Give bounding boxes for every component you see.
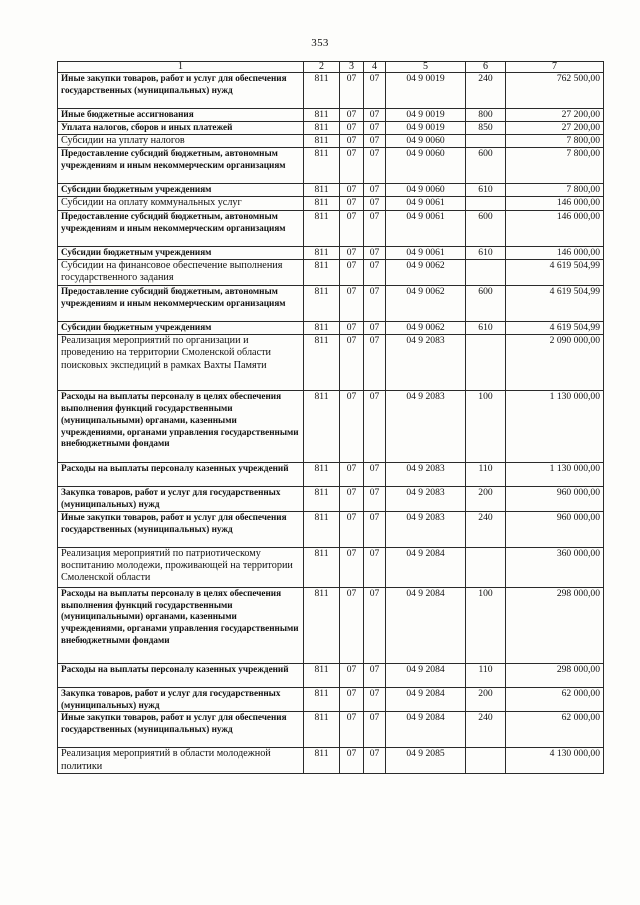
amount-cell: 1 130 000,00 — [506, 390, 604, 462]
ministry-code-cell: 811 — [304, 197, 340, 210]
expense-type-cell: 240 — [466, 73, 506, 109]
column-header: 2 — [304, 62, 340, 73]
amount-cell: 4 619 504,99 — [506, 259, 604, 285]
target-article-cell: 04 9 0061 — [386, 210, 466, 246]
amount-cell: 146 000,00 — [506, 210, 604, 246]
expense-type-cell: 610 — [466, 246, 506, 259]
subsection-code-cell: 07 — [364, 148, 386, 184]
amount-cell: 146 000,00 — [506, 197, 604, 210]
target-article-cell: 04 9 2084 — [386, 687, 466, 712]
expense-type-cell: 850 — [466, 122, 506, 135]
table-row — [58, 486, 604, 511]
subsection-code-cell: 07 — [364, 587, 386, 663]
row-name-cell: Субсидии на финансовое обеспечение выполнения государственного задания — [58, 259, 304, 285]
section-code-cell: 07 — [340, 259, 364, 285]
expense-type-cell: 240 — [466, 511, 506, 547]
row-name-cell: Субсидии бюджетным учреждениям — [58, 321, 304, 334]
subsection-code-cell: 07 — [364, 135, 386, 148]
ministry-code-cell: 811 — [304, 210, 340, 246]
table-row — [58, 246, 604, 259]
table-row — [58, 712, 604, 748]
expense-type-cell — [466, 748, 506, 774]
table-row — [58, 197, 604, 210]
subsection-code-cell: 07 — [364, 184, 386, 197]
target-article-cell: 04 9 0060 — [386, 148, 466, 184]
section-code-cell: 07 — [340, 390, 364, 462]
expense-type-cell: 110 — [466, 663, 506, 687]
expense-type-cell: 610 — [466, 184, 506, 197]
subsection-code-cell: 07 — [364, 73, 386, 109]
section-code-cell: 07 — [340, 148, 364, 184]
ministry-code-cell: 811 — [304, 462, 340, 486]
expense-type-cell: 240 — [466, 712, 506, 748]
section-code-cell: 07 — [340, 135, 364, 148]
table-row — [58, 321, 604, 334]
ministry-code-cell: 811 — [304, 511, 340, 547]
section-code-cell: 07 — [340, 210, 364, 246]
row-name-cell: Иные закупки товаров, работ и услуг для обеспечения государственных (муниципальных) нужд — [58, 73, 304, 109]
row-name-cell: Реализация мероприятий в области молодежной политики — [58, 748, 304, 774]
table-row — [58, 663, 604, 687]
row-name-cell: Иные закупки товаров, работ и услуг для обеспечения государственных (муниципальных) нужд — [58, 511, 304, 547]
row-name-cell: Предоставление субсидий бюджетным, автономным учреждениям и иным некоммерческим организациям — [58, 210, 304, 246]
ministry-code-cell: 811 — [304, 486, 340, 511]
expense-type-cell: 600 — [466, 210, 506, 246]
table-row — [58, 390, 604, 462]
amount-cell: 7 800,00 — [506, 184, 604, 197]
expense-type-cell: 100 — [466, 390, 506, 462]
section-code-cell: 07 — [340, 109, 364, 122]
subsection-code-cell: 07 — [364, 197, 386, 210]
section-code-cell: 07 — [340, 511, 364, 547]
row-name-cell: Иные закупки товаров, работ и услуг для обеспечения государственных (муниципальных) нужд — [58, 712, 304, 748]
target-article-cell: 04 9 0062 — [386, 321, 466, 334]
amount-cell: 4 130 000,00 — [506, 748, 604, 774]
expense-type-cell — [466, 547, 506, 587]
section-code-cell: 07 — [340, 462, 364, 486]
expense-type-cell: 610 — [466, 321, 506, 334]
target-article-cell: 04 9 2083 — [386, 390, 466, 462]
expense-type-cell: 200 — [466, 687, 506, 712]
section-code-cell: 07 — [340, 321, 364, 334]
subsection-code-cell: 07 — [364, 547, 386, 587]
ministry-code-cell: 811 — [304, 259, 340, 285]
section-code-cell: 07 — [340, 663, 364, 687]
section-code-cell: 07 — [340, 587, 364, 663]
section-code-cell: 07 — [340, 73, 364, 109]
row-name-cell: Закупка товаров, работ и услуг для государственных (муниципальных) нужд — [58, 486, 304, 511]
row-name-cell: Субсидии бюджетным учреждениям — [58, 184, 304, 197]
row-name-cell: Предоставление субсидий бюджетным, автономным учреждениям и иным некоммерческим организациям — [58, 285, 304, 321]
ministry-code-cell: 811 — [304, 246, 340, 259]
expense-type-cell: 800 — [466, 109, 506, 122]
expense-type-cell — [466, 259, 506, 285]
expense-type-cell — [466, 334, 506, 390]
column-header: 7 — [506, 62, 604, 73]
subsection-code-cell: 07 — [364, 122, 386, 135]
expense-type-cell: 200 — [466, 486, 506, 511]
row-name-cell: Субсидии на оплату коммунальных услуг — [58, 197, 304, 210]
target-article-cell: 04 9 0019 — [386, 73, 466, 109]
ministry-code-cell: 811 — [304, 663, 340, 687]
target-article-cell: 04 9 2085 — [386, 748, 466, 774]
subsection-code-cell: 07 — [364, 285, 386, 321]
section-code-cell: 07 — [340, 687, 364, 712]
table-row — [58, 122, 604, 135]
amount-cell: 4 619 504,99 — [506, 285, 604, 321]
ministry-code-cell: 811 — [304, 148, 340, 184]
table-row — [58, 210, 604, 246]
row-name-cell: Расходы на выплаты персоналу в целях обеспечения выполнения функций государственными (муниципальными) органами, казенными учреждениями, органами управления государственными внебюджетными фондами — [58, 587, 304, 663]
expense-type-cell: 600 — [466, 285, 506, 321]
expense-type-cell — [466, 197, 506, 210]
ministry-code-cell: 811 — [304, 748, 340, 774]
section-code-cell: 07 — [340, 246, 364, 259]
amount-cell: 62 000,00 — [506, 712, 604, 748]
ministry-code-cell: 811 — [304, 122, 340, 135]
ministry-code-cell: 811 — [304, 334, 340, 390]
section-code-cell: 07 — [340, 334, 364, 390]
ministry-code-cell: 811 — [304, 687, 340, 712]
amount-cell: 2 090 000,00 — [506, 334, 604, 390]
ministry-code-cell: 811 — [304, 285, 340, 321]
amount-cell: 1 130 000,00 — [506, 462, 604, 486]
subsection-code-cell: 07 — [364, 259, 386, 285]
table-row — [58, 148, 604, 184]
column-header: 5 — [386, 62, 466, 73]
column-number-row — [58, 62, 604, 73]
column-header: 1 — [58, 62, 304, 73]
amount-cell: 298 000,00 — [506, 663, 604, 687]
ministry-code-cell: 811 — [304, 390, 340, 462]
subsection-code-cell: 07 — [364, 748, 386, 774]
target-article-cell: 04 9 2084 — [386, 663, 466, 687]
ministry-code-cell: 811 — [304, 547, 340, 587]
budget-table-body — [58, 62, 604, 774]
row-name-cell: Реализация мероприятий по организации и проведению на территории Смоленской области поисковых экспедиций в рамках Вахты Памяти — [58, 334, 304, 390]
target-article-cell: 04 9 0062 — [386, 285, 466, 321]
row-name-cell: Расходы на выплаты персоналу казенных учреждений — [58, 663, 304, 687]
row-name-cell: Субсидии бюджетным учреждениям — [58, 246, 304, 259]
subsection-code-cell: 07 — [364, 511, 386, 547]
ministry-code-cell: 811 — [304, 184, 340, 197]
amount-cell: 4 619 504,99 — [506, 321, 604, 334]
amount-cell: 298 000,00 — [506, 587, 604, 663]
target-article-cell: 04 9 0019 — [386, 109, 466, 122]
table-row — [58, 259, 604, 285]
table-row — [58, 587, 604, 663]
target-article-cell: 04 9 2083 — [386, 334, 466, 390]
budget-table — [57, 61, 604, 774]
table-row — [58, 687, 604, 712]
target-article-cell: 04 9 0061 — [386, 197, 466, 210]
amount-cell: 27 200,00 — [506, 122, 604, 135]
table-row — [58, 547, 604, 587]
section-code-cell: 07 — [340, 122, 364, 135]
table-row — [58, 334, 604, 390]
table-row — [58, 109, 604, 122]
table-row — [58, 748, 604, 774]
page-number: 353 — [311, 37, 329, 49]
ministry-code-cell: 811 — [304, 321, 340, 334]
target-article-cell: 04 9 0019 — [386, 122, 466, 135]
row-name-cell: Уплата налогов, сборов и иных платежей — [58, 122, 304, 135]
amount-cell: 62 000,00 — [506, 687, 604, 712]
amount-cell: 960 000,00 — [506, 486, 604, 511]
table-row — [58, 135, 604, 148]
section-code-cell: 07 — [340, 486, 364, 511]
amount-cell: 27 200,00 — [506, 109, 604, 122]
subsection-code-cell: 07 — [364, 334, 386, 390]
expense-type-cell: 600 — [466, 148, 506, 184]
target-article-cell: 04 9 0060 — [386, 184, 466, 197]
subsection-code-cell: 07 — [364, 663, 386, 687]
row-name-cell: Расходы на выплаты персоналу в целях обеспечения выполнения функций государственными (муниципальными) органами, казенными учреждениями, органами управления государственными внебюджетными фондами — [58, 390, 304, 462]
row-name-cell: Предоставление субсидий бюджетным, автономным учреждениям и иным некоммерческим организациям — [58, 148, 304, 184]
target-article-cell: 04 9 0061 — [386, 246, 466, 259]
subsection-code-cell: 07 — [364, 390, 386, 462]
target-article-cell: 04 9 2084 — [386, 547, 466, 587]
column-header: 3 — [340, 62, 364, 73]
table-row — [58, 285, 604, 321]
section-code-cell: 07 — [340, 184, 364, 197]
expense-type-cell: 100 — [466, 587, 506, 663]
section-code-cell: 07 — [340, 285, 364, 321]
row-name-cell: Закупка товаров, работ и услуг для государственных (муниципальных) нужд — [58, 687, 304, 712]
target-article-cell: 04 9 2084 — [386, 712, 466, 748]
target-article-cell: 04 9 2083 — [386, 511, 466, 547]
expense-type-cell: 110 — [466, 462, 506, 486]
subsection-code-cell: 07 — [364, 246, 386, 259]
subsection-code-cell: 07 — [364, 687, 386, 712]
subsection-code-cell: 07 — [364, 210, 386, 246]
table-row — [58, 462, 604, 486]
row-name-cell: Реализация мероприятий по патриотическому воспитанию молодежи, проживающей на территории Смоленской области — [58, 547, 304, 587]
section-code-cell: 07 — [340, 748, 364, 774]
row-name-cell: Субсидии на уплату налогов — [58, 135, 304, 148]
amount-cell: 360 000,00 — [506, 547, 604, 587]
target-article-cell: 04 9 0060 — [386, 135, 466, 148]
section-code-cell: 07 — [340, 547, 364, 587]
ministry-code-cell: 811 — [304, 587, 340, 663]
section-code-cell: 07 — [340, 712, 364, 748]
ministry-code-cell: 811 — [304, 135, 340, 148]
row-name-cell: Расходы на выплаты персоналу казенных учреждений — [58, 462, 304, 486]
amount-cell: 146 000,00 — [506, 246, 604, 259]
target-article-cell: 04 9 2083 — [386, 462, 466, 486]
target-article-cell: 04 9 2084 — [386, 587, 466, 663]
subsection-code-cell: 07 — [364, 109, 386, 122]
subsection-code-cell: 07 — [364, 462, 386, 486]
ministry-code-cell: 811 — [304, 73, 340, 109]
row-name-cell: Иные бюджетные ассигнования — [58, 109, 304, 122]
amount-cell: 7 800,00 — [506, 148, 604, 184]
target-article-cell: 04 9 0062 — [386, 259, 466, 285]
table-row — [58, 511, 604, 547]
target-article-cell: 04 9 2083 — [386, 486, 466, 511]
column-header: 6 — [466, 62, 506, 73]
section-code-cell: 07 — [340, 197, 364, 210]
amount-cell: 762 500,00 — [506, 73, 604, 109]
column-header: 4 — [364, 62, 386, 73]
amount-cell: 7 800,00 — [506, 135, 604, 148]
ministry-code-cell: 811 — [304, 712, 340, 748]
table-row — [58, 184, 604, 197]
subsection-code-cell: 07 — [364, 486, 386, 511]
subsection-code-cell: 07 — [364, 321, 386, 334]
expense-type-cell — [466, 135, 506, 148]
ministry-code-cell: 811 — [304, 109, 340, 122]
table-row — [58, 73, 604, 109]
subsection-code-cell: 07 — [364, 712, 386, 748]
amount-cell: 960 000,00 — [506, 511, 604, 547]
